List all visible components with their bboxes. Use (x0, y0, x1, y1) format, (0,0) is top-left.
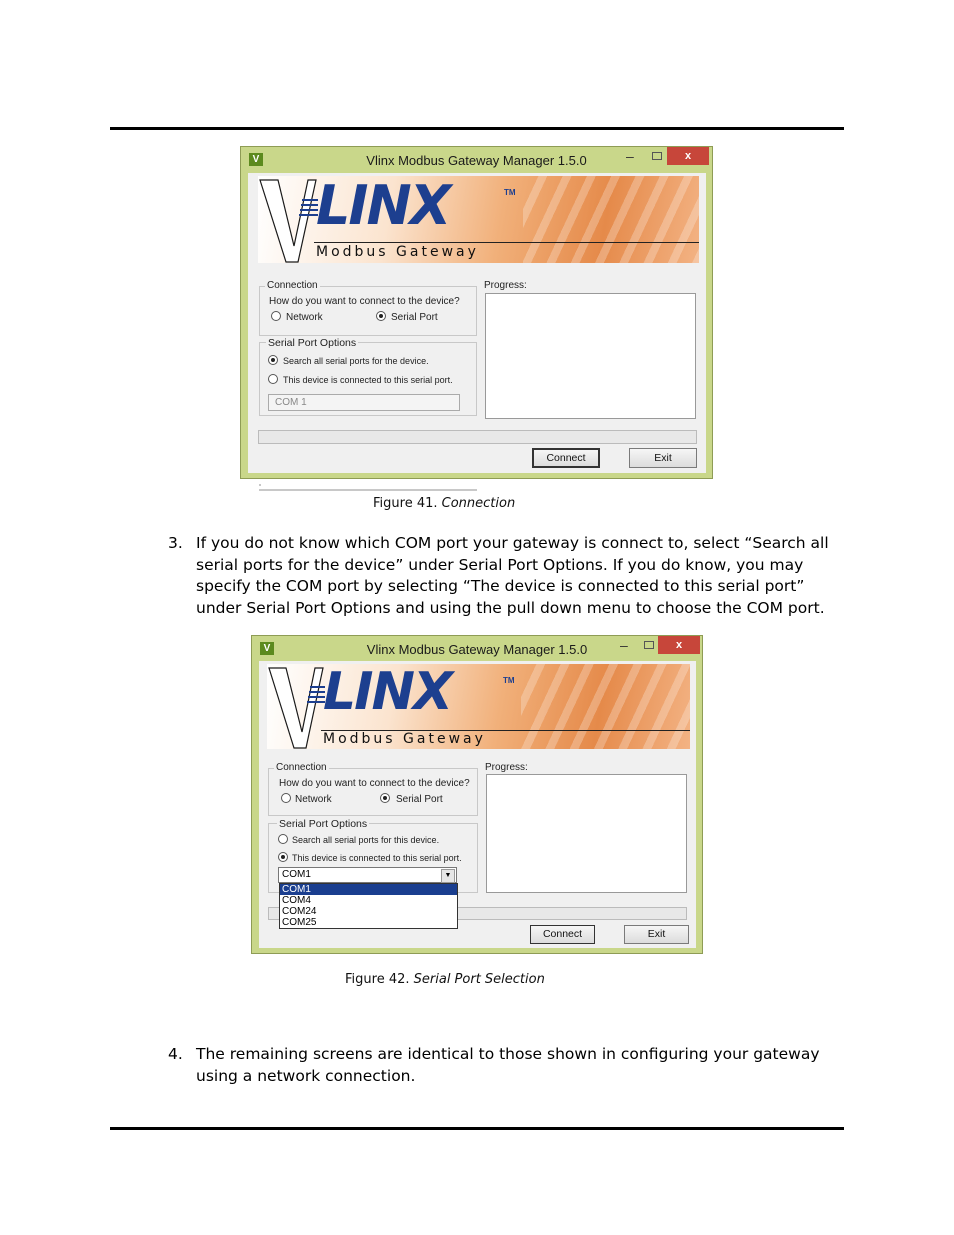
spacer (259, 489, 477, 491)
com-port-combobox[interactable] (278, 867, 457, 883)
serial-port-radio-label: Serial Port (396, 794, 443, 805)
minimize-button[interactable]: – (626, 148, 634, 164)
connection-group-label: Connection (276, 762, 327, 773)
progress-label: Progress: (484, 280, 527, 291)
banner-texture (523, 176, 699, 263)
progress-log (486, 774, 687, 893)
serial-port-radio[interactable] (380, 793, 390, 803)
trademark: TM (504, 188, 516, 197)
connection-group (259, 286, 477, 336)
connection-group-label: Connection (267, 280, 318, 291)
figure-42-caption (345, 972, 545, 987)
com-port-field[interactable]: COM 1 (268, 394, 460, 411)
exit-button[interactable]: Exit (624, 925, 689, 944)
banner-texture (521, 664, 690, 749)
title-bar[interactable] (252, 636, 702, 662)
window-title: Vlinx Modbus Gateway Manager 1.5.0 (366, 153, 587, 168)
connect-button[interactable]: Connect (530, 925, 595, 944)
combobox-value: COM1 (282, 869, 311, 880)
network-radio-label: Network (295, 794, 332, 805)
step-3 (168, 533, 848, 620)
caption-prefix: Figure 42. (345, 972, 414, 987)
search-all-radio[interactable] (268, 355, 278, 365)
connection-question: How do you want to connect to the device? (269, 296, 460, 307)
progress-label: Progress: (485, 762, 528, 773)
connection-group (268, 768, 478, 816)
dropdown-option[interactable]: COM4 (282, 895, 311, 906)
bottom-rule (110, 1127, 844, 1130)
network-radio-label: Network (286, 312, 323, 323)
vlinx-banner (267, 664, 690, 749)
connection-window (240, 146, 713, 479)
top-rule (110, 127, 844, 130)
specific-port-label: This device is connected to this serial port. (292, 853, 462, 863)
progress-log (485, 293, 696, 419)
specific-port-label: This device is connected to this serial port. (283, 375, 453, 385)
window-client (248, 173, 706, 473)
step-number: 4. (168, 1045, 183, 1063)
network-radio[interactable] (271, 311, 281, 321)
search-all-radio[interactable] (278, 834, 288, 844)
maximize-button[interactable] (652, 152, 662, 160)
linx-logo: LINX (323, 664, 452, 722)
caption-title: Connection (441, 496, 516, 511)
title-bar[interactable] (241, 147, 712, 173)
vlinx-banner (258, 176, 699, 263)
search-all-label: Search all serial ports for the device. (283, 356, 429, 366)
dropdown-option[interactable]: COM25 (282, 917, 317, 928)
v-logo-icon (258, 176, 318, 263)
app-icon: V (260, 642, 274, 655)
close-button[interactable]: x (658, 636, 700, 654)
spacer-8 (259, 484, 261, 486)
banner-subtitle: Modbus Gateway (316, 244, 479, 260)
window-title: Vlinx Modbus Gateway Manager 1.5.0 (366, 642, 588, 657)
caption-prefix: Figure 41. (373, 496, 442, 511)
step-text: If you do not know which COM port your gateway is connect to, select “Search all serial ports for the device” under Serial Port Options. If you do know, you may specify the COM port by selecting “The device is connected to this serial port” under Serial Port Options and using the pull down menu to choose the COM port. (196, 534, 829, 618)
network-radio[interactable] (281, 793, 291, 803)
banner-line (314, 242, 699, 243)
serial-options-label: Serial Port Options (279, 818, 368, 830)
connection-question: How do you want to connect to the device? (279, 778, 470, 789)
caption-title: Serial Port Selection (413, 972, 545, 987)
progress-bar (258, 430, 697, 444)
maximize-button[interactable] (644, 641, 654, 649)
window-client (259, 661, 696, 948)
dropdown-option[interactable]: COM1 (280, 884, 457, 895)
banner-subtitle: Modbus Gateway (323, 731, 486, 747)
trademark: TM (503, 676, 515, 685)
close-button[interactable]: x (667, 147, 709, 165)
serial-port-radio[interactable] (376, 311, 386, 321)
minimize-button[interactable]: – (620, 637, 628, 653)
dropdown-option[interactable]: COM24 (282, 906, 317, 917)
serial-options-label: Serial Port Options (268, 337, 357, 349)
specific-port-radio[interactable] (268, 374, 278, 384)
connect-button[interactable]: Connect (532, 448, 600, 468)
app-icon: V (249, 153, 263, 166)
step-4 (168, 1044, 848, 1087)
figure-41-caption (373, 496, 515, 511)
linx-logo: LINX (316, 176, 450, 237)
serial-port-radio-label: Serial Port (391, 312, 438, 323)
search-all-label: Search all serial ports for this device. (292, 835, 440, 845)
v-logo-icon (267, 664, 325, 749)
dropdown-arrow-icon[interactable]: ▼ (441, 869, 455, 883)
exit-button[interactable]: Exit (629, 448, 697, 468)
step-number: 3. (168, 534, 183, 552)
serial-port-window (251, 635, 703, 954)
step-text: The remaining screens are identical to those shown in configuring your gateway using a network connection. (196, 1045, 820, 1085)
com-port-dropdown-list (279, 883, 458, 929)
specific-port-radio[interactable] (278, 852, 288, 862)
